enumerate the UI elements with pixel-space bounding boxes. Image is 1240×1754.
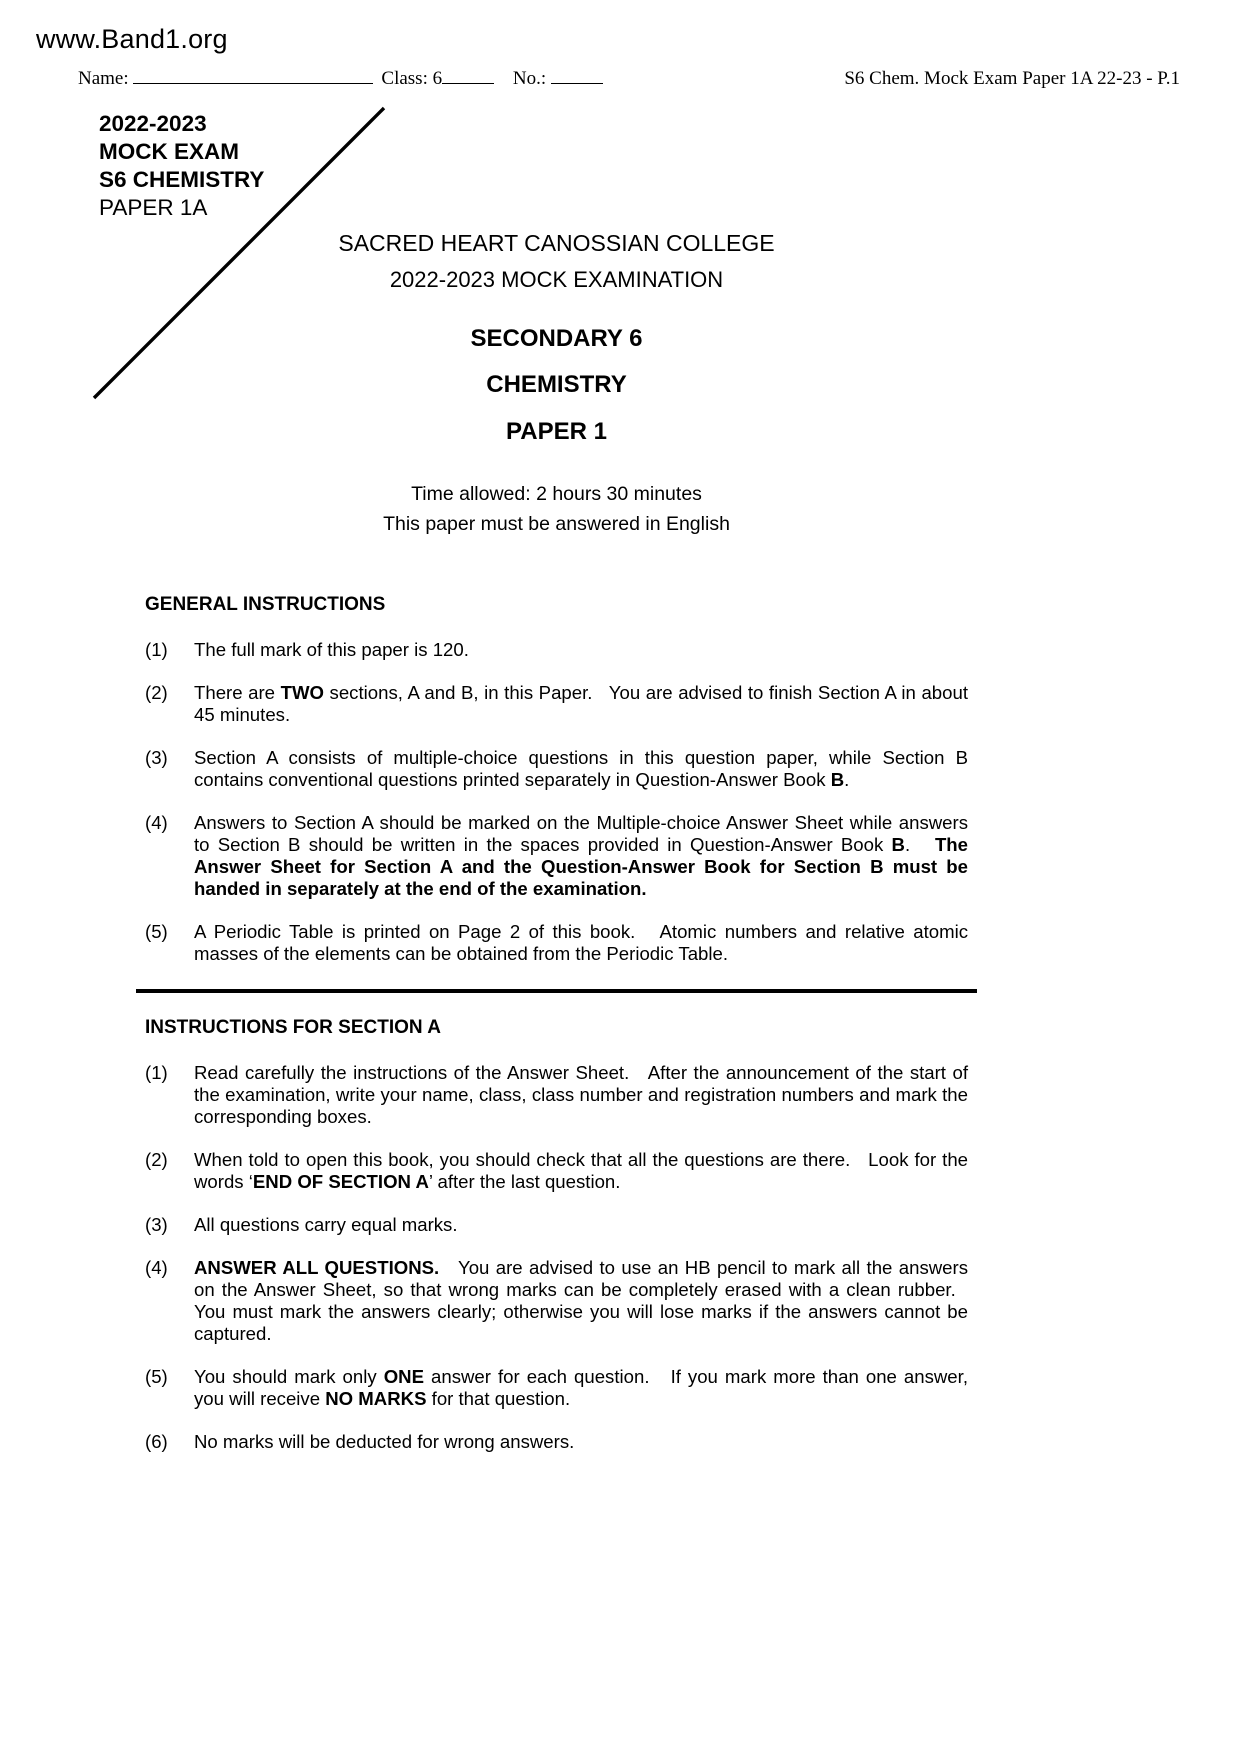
time-allowed: Time allowed: 2 hours 30 minutes	[411, 483, 702, 505]
school-name: SACRED HEART CANOSSIAN COLLEGE	[338, 230, 775, 256]
item-text: The full mark of this paper is 120.	[194, 639, 469, 660]
section-a-instruction-item-3	[145, 1214, 968, 1236]
section-a-instruction-item-6	[145, 1431, 968, 1453]
paper-reference: S6 Chem. Mock Exam Paper 1A 22-23 - P.1	[844, 68, 1180, 89]
class-blank-line	[442, 68, 494, 84]
no-blank-line	[551, 68, 603, 84]
paper-title: PAPER 1	[506, 418, 607, 445]
corner-line-paper: PAPER 1A	[99, 195, 208, 220]
section-a-instruction-item-5	[145, 1366, 968, 1410]
site-watermark: www.Band1.org	[36, 24, 228, 54]
item-text: There are TWO sections, A and B, in this Paper. You are advised to finish Section A in about 45 minutes.	[194, 682, 968, 725]
section-divider	[136, 989, 977, 993]
item-number: (6)	[145, 1431, 168, 1452]
corner-line-mock-exam: MOCK EXAM	[99, 139, 239, 164]
section-a-instruction-item-4	[145, 1257, 968, 1345]
item-number: (2)	[145, 682, 168, 703]
general-instruction-item-5	[145, 921, 968, 965]
item-text: Answers to Section A should be marked on the Multiple-choice Answer Sheet while answers to Section B should be written in the spaces provided in Question-Answer Book B. The Answer Sheet for Section A and the Question-Answer Book for Section B must be handed in separately at the end of the examination.	[194, 812, 968, 899]
item-text: Section A consists of multiple-choice questions in this question paper, while Section B contains conventional questions printed separately in Question-Answer Book B.	[194, 747, 968, 790]
item-text: No marks will be deducted for wrong answers.	[194, 1431, 575, 1452]
item-number: (1)	[145, 1062, 168, 1083]
corner-line-year: 2022-2023	[99, 111, 207, 136]
item-number: (3)	[145, 1214, 168, 1235]
item-number: (4)	[145, 812, 168, 833]
item-text: A Periodic Table is printed on Page 2 of this book. Atomic numbers and relative atomic masses of the elements can be obtained from the Periodic Table.	[194, 921, 968, 964]
language-note: This paper must be answered in English	[383, 513, 730, 535]
page-header	[78, 68, 1180, 90]
item-number: (2)	[145, 1149, 168, 1170]
item-number: (1)	[145, 639, 168, 660]
item-text: ANSWER ALL QUESTIONS. You are advised to use an HB pencil to mark all the answers on the Answer Sheet, so that wrong marks can be completely erased with a clean rubber. You must mark the answers clearly; otherwise you will lose marks if the answers cannot be captured.	[194, 1257, 968, 1344]
item-number: (5)	[145, 921, 168, 942]
corner-line-subject: S6 CHEMISTRY	[99, 167, 265, 192]
name-blank-line	[133, 68, 373, 84]
name-label: Name:	[78, 68, 134, 89]
title-block	[145, 230, 968, 536]
general-instructions-heading: GENERAL INSTRUCTIONS	[145, 594, 386, 615]
general-instruction-item-2	[145, 682, 968, 726]
general-instruction-item-4	[145, 812, 968, 900]
subject-title: CHEMISTRY	[486, 371, 627, 398]
item-text: All questions carry equal marks.	[194, 1214, 458, 1235]
item-number: (4)	[145, 1257, 168, 1278]
item-number: (5)	[145, 1366, 168, 1387]
class-label: Class: 6	[381, 68, 443, 89]
level-title: SECONDARY 6	[470, 325, 643, 352]
item-text: You should mark only ONE answer for each question. If you mark more than one answer, you will receive NO MARKS for that question.	[194, 1366, 968, 1409]
section-a-instruction-item-1	[145, 1062, 968, 1128]
item-text: Read carefully the instructions of the Answer Sheet. After the announcement of the start of the examination, write your name, class, class number and registration numbers and mark the corresponding boxes.	[194, 1062, 968, 1127]
section-a-instructions-heading: INSTRUCTIONS FOR SECTION A	[145, 1017, 441, 1038]
general-instruction-item-1	[145, 639, 968, 661]
exam-name: 2022-2023 MOCK EXAMINATION	[389, 267, 724, 292]
no-label: No.:	[508, 68, 551, 89]
item-text: When told to open this book, you should check that all the questions are there. Look for the words ‘END OF SECTION A’ after the last question.	[194, 1149, 968, 1192]
student-info-line	[78, 68, 603, 90]
instructions-body	[145, 594, 968, 1474]
item-number: (3)	[145, 747, 168, 768]
general-instruction-item-3	[145, 747, 968, 791]
section-a-instruction-item-2	[145, 1149, 968, 1193]
